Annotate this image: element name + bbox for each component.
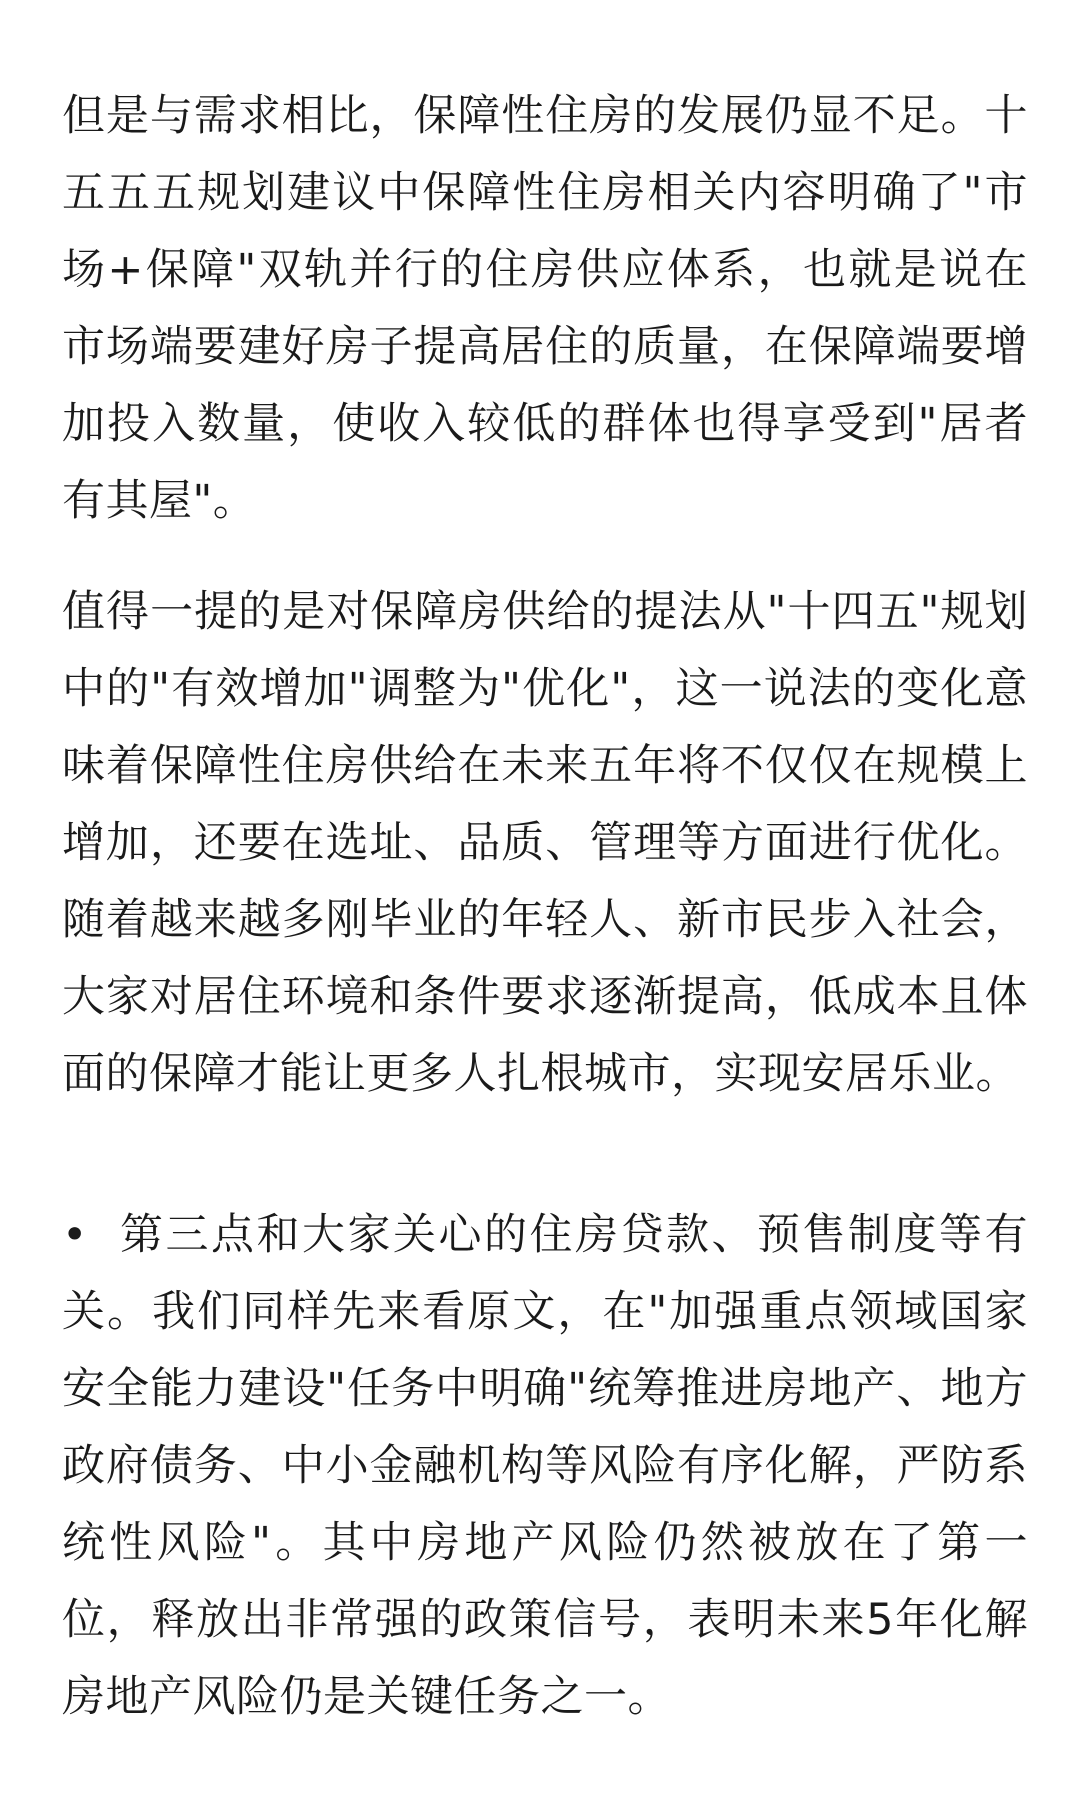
- paragraph-housing-supply: 但是与需求相比，保障性住房的发展仍显不足。十五五五规划建议中保障性住房相关内容明确了"市场+保障"双轨并行的住房供应体系，也就是说在市场端要建好房子提高居住的质量，在保障端要增加投入数量，使收入较低的群体也得享受到"居者有其屋"。: [62, 91, 1028, 526]
- bullet-marker: •: [62, 1210, 88, 1260]
- bullet-text: 第三点和大家关心的住房贷款、预售制度等有关。我们同样先来看原文，在"加强重点领域国家安全能力建设"任务中明确"统筹推进房地产、地方政府债务、中小金融机构等风险有序化解，严防系统性风险"。其中房地产风险仍然被放在了第一位，释放出非常强的政策信号，表明未来5年化解房地产风险仍是关键任务之一。: [62, 1210, 1028, 1722]
- bullet-paragraph-risk: [62, 1197, 1028, 1736]
- paragraph-supply-optimization: 值得一提的是对保障房供给的提法从"十四五"规划中的"有效增加"调整为"优化"，这一说法的变化意味着保障性住房供给在未来五年将不仅仅在规模上增加，还要在选址、品质、管理等方面进行优化。随着越来越多刚毕业的年轻人、新市民步入社会，大家对居住环境和条件要求逐渐提高，低成本且体面的保障才能让更多人扎根城市，实现安居乐业。: [62, 587, 1028, 1099]
- article-body: [62, 78, 1028, 1736]
